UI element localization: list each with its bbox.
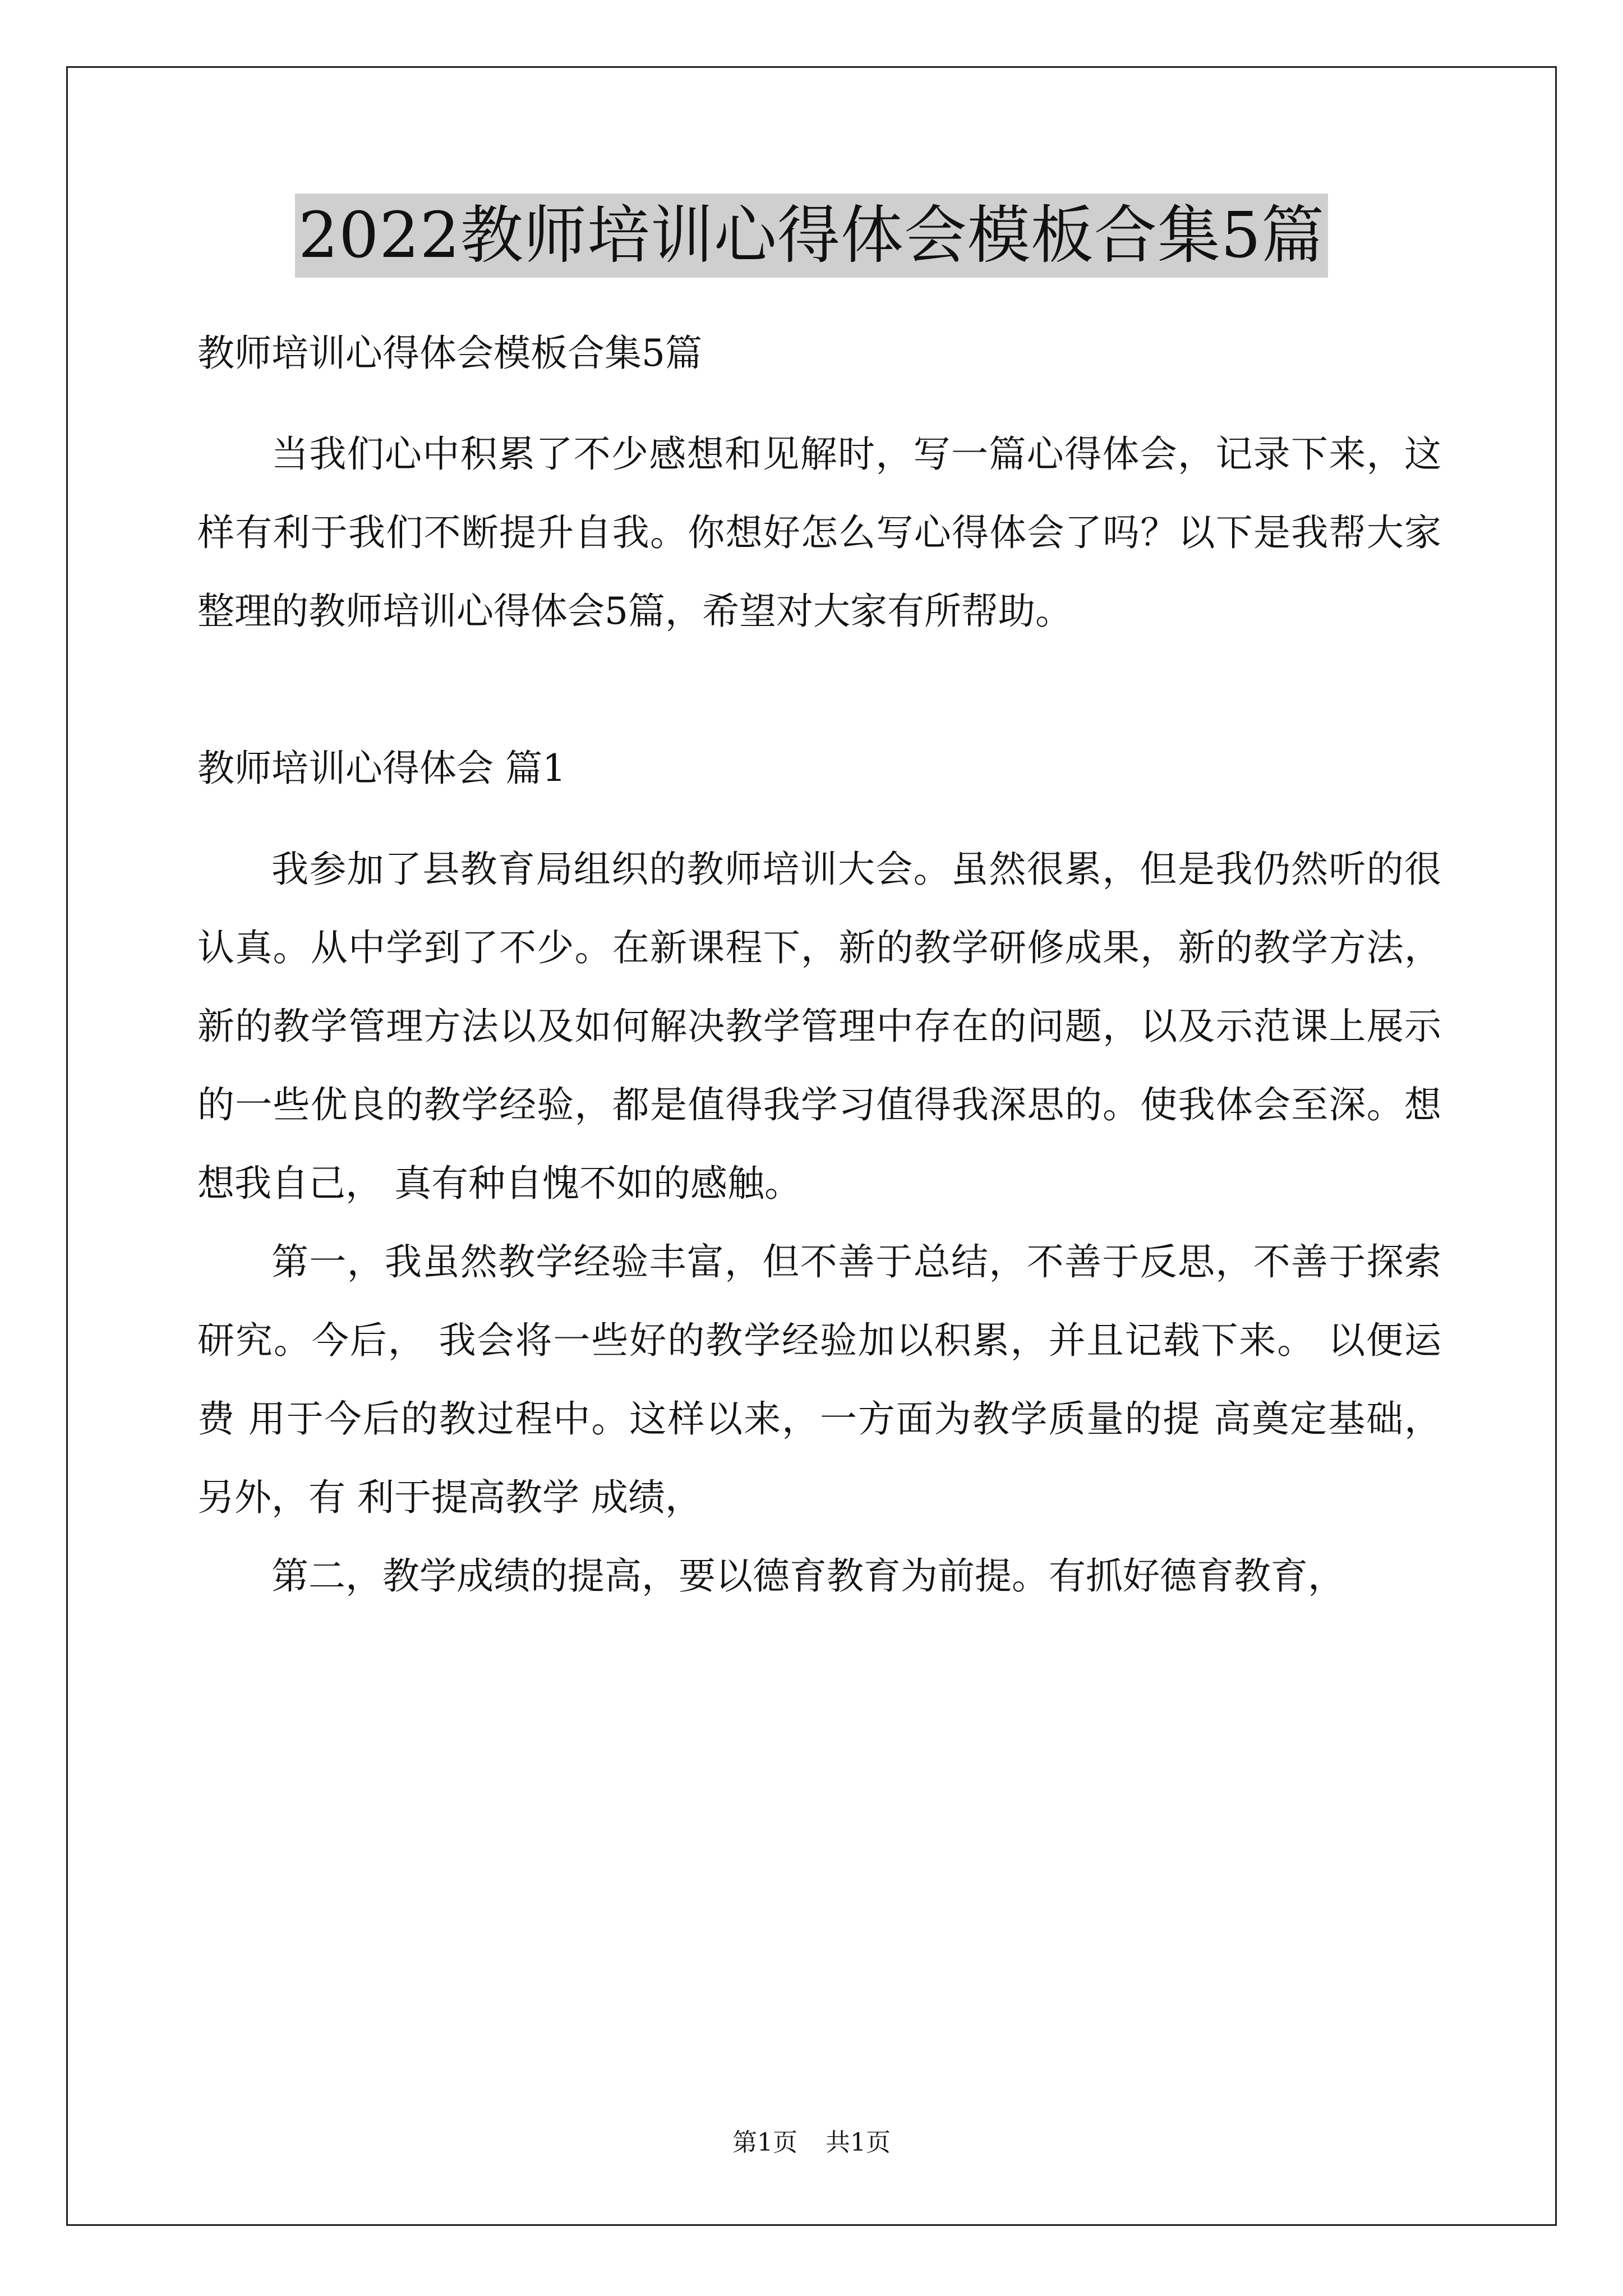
body-paragraph-3: 第二，教学成绩的提高，要以德育教育为前提。有抓好德育教育， [271, 1554, 1345, 1598]
section-heading: 教师培训心得体会 篇1 [197, 747, 566, 790]
document-title: 2022教师培训心得体会模板合集5篇 [295, 194, 1328, 278]
page-footer [0, 2126, 1623, 2160]
document-body [197, 314, 1441, 1616]
body-paragraph-2: 第一，我虽然教学经验丰富，但不善于总结，不善于反思，不善于探索研究。今后， 我会将一些好的教学经验加以积累，并且记载下来。 以便运费 用于今后的教过程中。这样以来，一方面为教学质量的提 高奠定基础，另外，有 利于提高教学 成绩， [197, 1240, 1441, 1519]
page-total: 共1页 [826, 2128, 891, 2157]
title-container [0, 194, 1623, 278]
intro-paragraph: 当我们心中积累了不少感想和见解时，写一篇心得体会，记录下来，这样有利于我们不断提升自我。你想好怎么写心得体会了吗？以下是我帮大家整理的教师培训心得体会5篇，希望对大家有所帮助。 [197, 432, 1441, 633]
document-subtitle: 教师培训心得体会模板合集5篇 [197, 332, 702, 375]
body-paragraph-1: 我参加了县教育局组织的教师培训大会。虽然很累，但是我仍然听的很认真。从中学到了不少。在新课程下，新的教学研修成果，新的教学方法，新的教学管理方法以及如何解决教学管理中存在的问题，以及示范课上展示的一些优良的教学经验，都是值得我学习值得我深思的。使我体会至深。想想我自己， 真有种自愧不如的感触。 [197, 848, 1441, 1205]
page-number: 第1页 [732, 2128, 797, 2157]
